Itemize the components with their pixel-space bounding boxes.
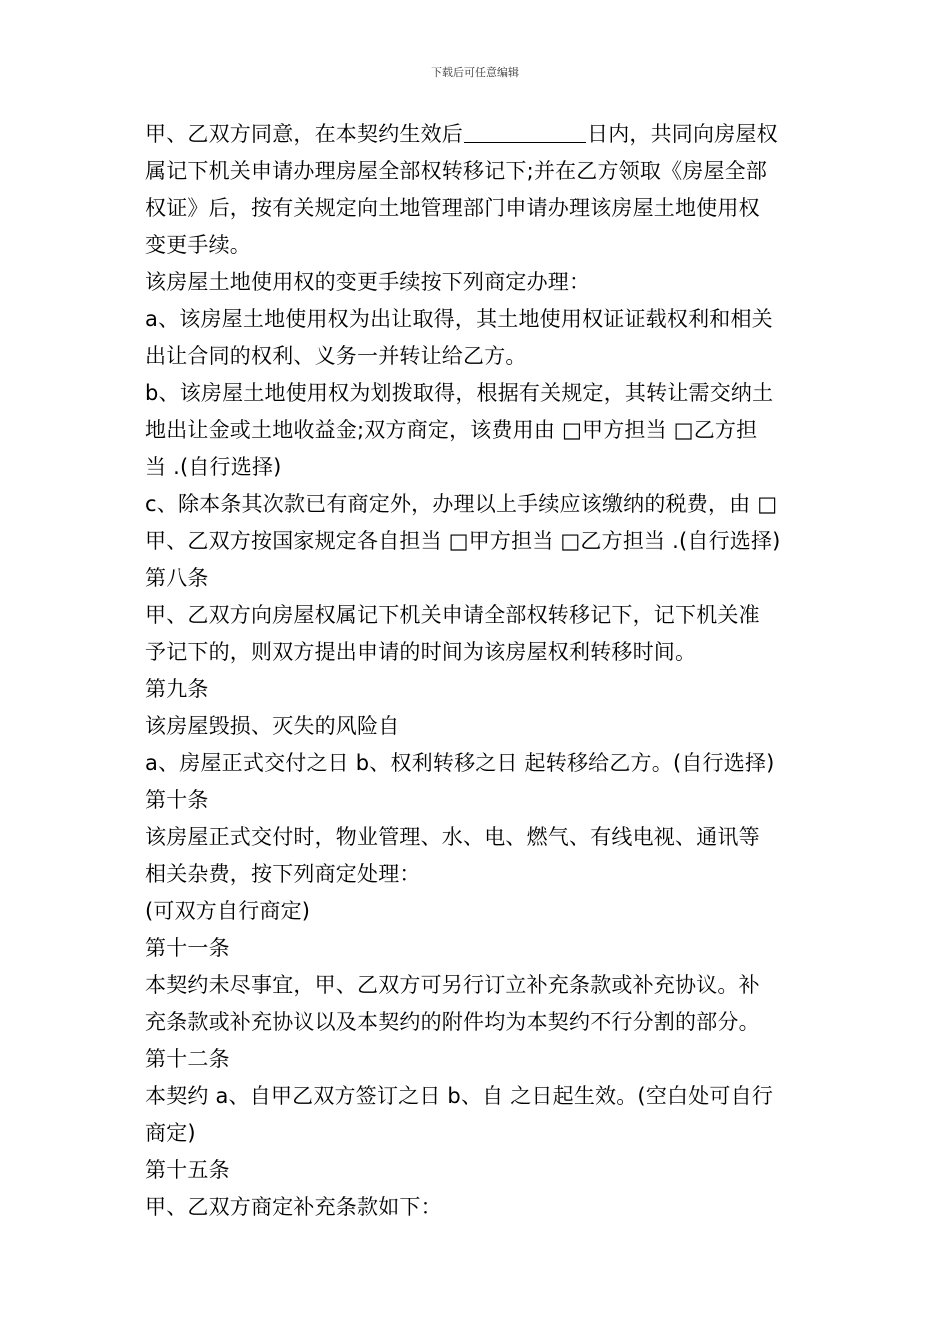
paragraph-line: 本契约 a、自甲乙双方签订之日 b、自 之日起生效。(空白处可自行: [145, 1084, 774, 1108]
document-body: [145, 116, 808, 1226]
paragraph-line: 本契约未尽事宜，甲、乙双方可另行订立补充条款或补充协议。补: [145, 973, 760, 997]
line-text: 日内，共同向房屋权: [587, 122, 778, 146]
section-heading: 第九条: [145, 677, 209, 701]
paragraph-line: a、房屋正式交付之日 b、权利转移之日 起转移给乙方。(自行选择): [145, 751, 775, 775]
paragraph-line: a、该房屋土地使用权为出让取得，其土地使用权证证载权利和相关: [145, 307, 773, 331]
section-heading: 第十一条: [145, 936, 230, 960]
paragraph-line: 充条款或补充协议以及本契约的附件均为本契约不行分割的部分。: [145, 1010, 760, 1034]
paragraph-line: 相关杂费，按下列商定处理：: [145, 862, 421, 886]
paragraph-line: 予记下的，则双方提出申请的时间为该房屋权利转移时间。: [145, 640, 697, 664]
paragraph-line: 商定): [145, 1121, 196, 1145]
paragraph-line: 地出让金或土地收益金;双方商定，该费用由 □甲方担当 □乙方担: [145, 418, 758, 442]
section-heading: 第十二条: [145, 1047, 230, 1071]
paragraph-line: 出让合同的权利、义务一并转让给乙方。: [145, 344, 527, 368]
paragraph-line: 该房屋土地使用权的变更手续按下列商定办理：: [145, 270, 591, 294]
section-heading: 第十条: [145, 788, 209, 812]
paragraph-line: 该房屋毁损、灭失的风险自: [145, 714, 400, 738]
paragraph-line: b、该房屋土地使用权为划拨取得，根据有关规定，其转让需交纳土: [145, 381, 774, 405]
paragraph-line: 甲、乙双方按国家规定各自担当 □甲方担当 □乙方担当 .(自行选择): [145, 529, 781, 553]
page-header: 下载后可任意编辑: [431, 66, 519, 79]
paragraph-line: 该房屋正式交付时，物业管理、水、电、燃气、有线电视、通讯等: [145, 825, 760, 849]
line-text: 甲、乙双方同意，在本契约生效后: [145, 122, 463, 146]
fill-in-blank: [464, 120, 586, 143]
paragraph-line: 当 .(自行选择): [145, 455, 282, 479]
paragraph-line: 属记下机关申请办理房屋全部权转移记下;并在乙方领取《房屋全部: [145, 159, 768, 183]
paragraph-line: 变更手续。: [145, 233, 251, 257]
paragraph-line: c、除本条其次款已有商定外，办理以上手续应该缴纳的税费，由 □: [145, 492, 778, 516]
paragraph-line: 权证》后，按有关规定向土地管理部门申请办理该房屋土地使用权: [145, 196, 760, 220]
paragraph-line: 甲、乙双方商定补充条款如下：: [145, 1195, 442, 1219]
section-heading: 第十五条: [145, 1158, 230, 1182]
paragraph-line: [145, 116, 808, 153]
paragraph-line: 甲、乙双方向房屋权属记下机关申请全部权转移记下，记下机关准: [145, 603, 760, 627]
paragraph-line: (可双方自行商定): [145, 899, 311, 923]
section-heading: 第八条: [145, 566, 209, 590]
